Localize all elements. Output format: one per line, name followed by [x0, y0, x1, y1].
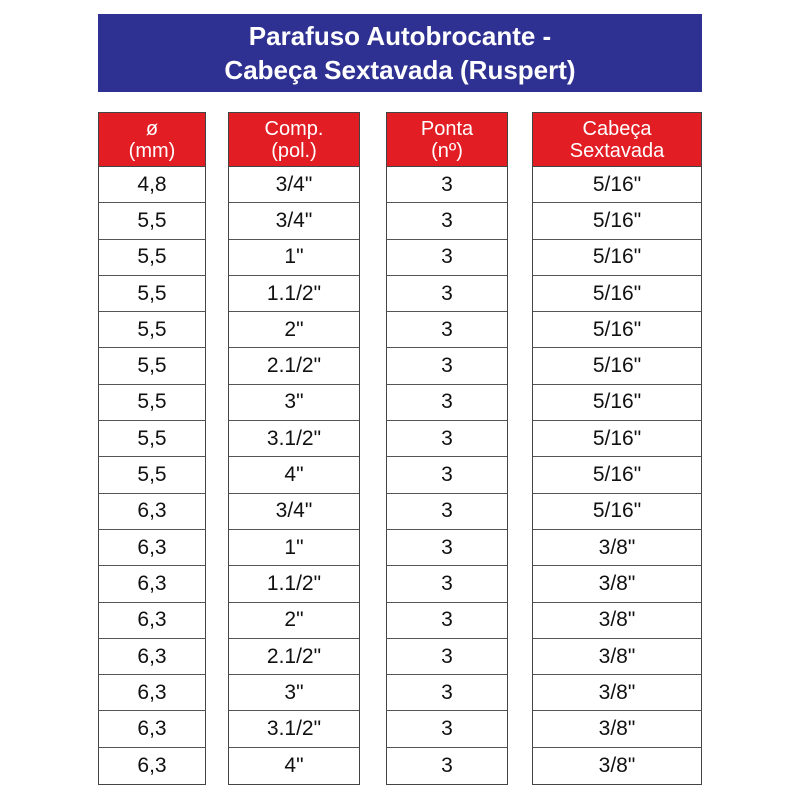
table-cell: 5,5: [99, 240, 205, 276]
table-cell: 3: [387, 276, 507, 312]
table-cell: 5/16": [533, 457, 701, 493]
table-cell: 5/16": [533, 348, 701, 384]
header-line-1: ø: [145, 117, 159, 140]
table-cell: 6,3: [99, 603, 205, 639]
table-cell: 1.1/2": [229, 566, 359, 602]
table-cell: 5,5: [99, 203, 205, 239]
table-cell: 4": [284, 753, 304, 777]
table-cell: 5,5: [99, 385, 205, 421]
table-cell: 3.1/2": [229, 421, 359, 457]
table-cell: 6,3: [99, 530, 205, 566]
table-cell: 2.1/2": [229, 639, 359, 675]
table-cell: 4": [229, 457, 359, 493]
table-cell: 3": [229, 675, 359, 711]
table-cell: 6,3: [99, 566, 205, 602]
table-cell: 3: [387, 711, 507, 747]
column-header-diameter: [98, 112, 206, 166]
column-header-tip: [386, 112, 508, 166]
table-cell: 6,3: [99, 675, 205, 711]
table-cell: 5/16": [533, 421, 701, 457]
table-cell: 6,3: [99, 711, 205, 747]
title-banner: [98, 14, 702, 92]
table-cell: 3: [387, 494, 507, 530]
table-cell: 6,3: [137, 753, 167, 777]
column-body: [228, 166, 360, 785]
table-cell: 3/8": [533, 603, 701, 639]
header-line-1: Ponta: [420, 117, 474, 140]
table-cell: 3: [387, 348, 507, 384]
column-body: [98, 166, 206, 785]
table-cell: 3/4": [229, 494, 359, 530]
table-cell: 3: [387, 312, 507, 348]
table-cell: 5,5: [99, 348, 205, 384]
table-cell: 3: [441, 753, 453, 777]
table-cell: 3/4": [229, 203, 359, 239]
title-line-2: Cabeça Sextavada (Ruspert): [224, 55, 576, 85]
table-cell: 2": [229, 312, 359, 348]
table-cell: 3: [387, 421, 507, 457]
table-cell: 5/16": [533, 312, 701, 348]
title-line-1: Parafuso Autobrocante -: [248, 21, 552, 51]
table-cell: 3: [387, 385, 507, 421]
table-cell: 2.1/2": [229, 348, 359, 384]
table-cell: 3: [387, 675, 507, 711]
header-line-1: Cabeça: [582, 117, 652, 140]
table-cell: 3/8": [533, 566, 701, 602]
column-header-length: [228, 112, 360, 166]
header-line-2: (pol.): [271, 139, 317, 162]
table-cell: 3: [387, 240, 507, 276]
table-cell: 2": [229, 603, 359, 639]
table-cell: 5/16": [533, 276, 701, 312]
table-cell: 3: [387, 457, 507, 493]
column-length: [228, 112, 360, 785]
column-diameter: [98, 112, 206, 785]
table-cell: 3: [387, 603, 507, 639]
table-cell: 3": [229, 385, 359, 421]
table-cell: 5/16": [533, 494, 701, 530]
table-cell: 5,5: [99, 457, 205, 493]
table-cell: 3/8": [598, 753, 636, 777]
table-cell: 3.1/2": [229, 711, 359, 747]
column-body: [532, 166, 702, 785]
column-body: [386, 166, 508, 785]
column-header-head: [532, 112, 702, 166]
header-line-2: (mm): [128, 139, 176, 162]
table-cell: 5/16": [533, 203, 701, 239]
table-cell: 3/8": [533, 639, 701, 675]
column-head: [532, 112, 702, 785]
table-cell: 3/8": [533, 530, 701, 566]
table-cell: 3: [387, 167, 507, 203]
table-cell: 5/16": [533, 167, 701, 203]
table-cell: 3/8": [533, 711, 701, 747]
table-cell: 1": [229, 530, 359, 566]
table-cell: 3: [387, 530, 507, 566]
table-cell: 3: [387, 566, 507, 602]
table-cell: 3: [387, 203, 507, 239]
header-line-2: Sextavada: [569, 139, 665, 162]
table-cell: 5,5: [99, 312, 205, 348]
table-cell: 1.1/2": [229, 276, 359, 312]
table-cell: 3: [387, 639, 507, 675]
column-tip: [386, 112, 508, 785]
table-cell: 6,3: [99, 639, 205, 675]
header-line-2: (nº): [431, 139, 463, 162]
table-cell: 5/16": [533, 385, 701, 421]
header-line-1: Comp.: [264, 117, 324, 140]
table-cell: 1": [229, 240, 359, 276]
table-cell: 3/8": [533, 675, 701, 711]
table-cell: 6,3: [99, 494, 205, 530]
table-cell: 5/16": [533, 240, 701, 276]
table-cell: 5,5: [99, 276, 205, 312]
table-cell: 5,5: [99, 421, 205, 457]
table-cell: 3/4": [229, 167, 359, 203]
table-cell: 4,8: [99, 167, 205, 203]
